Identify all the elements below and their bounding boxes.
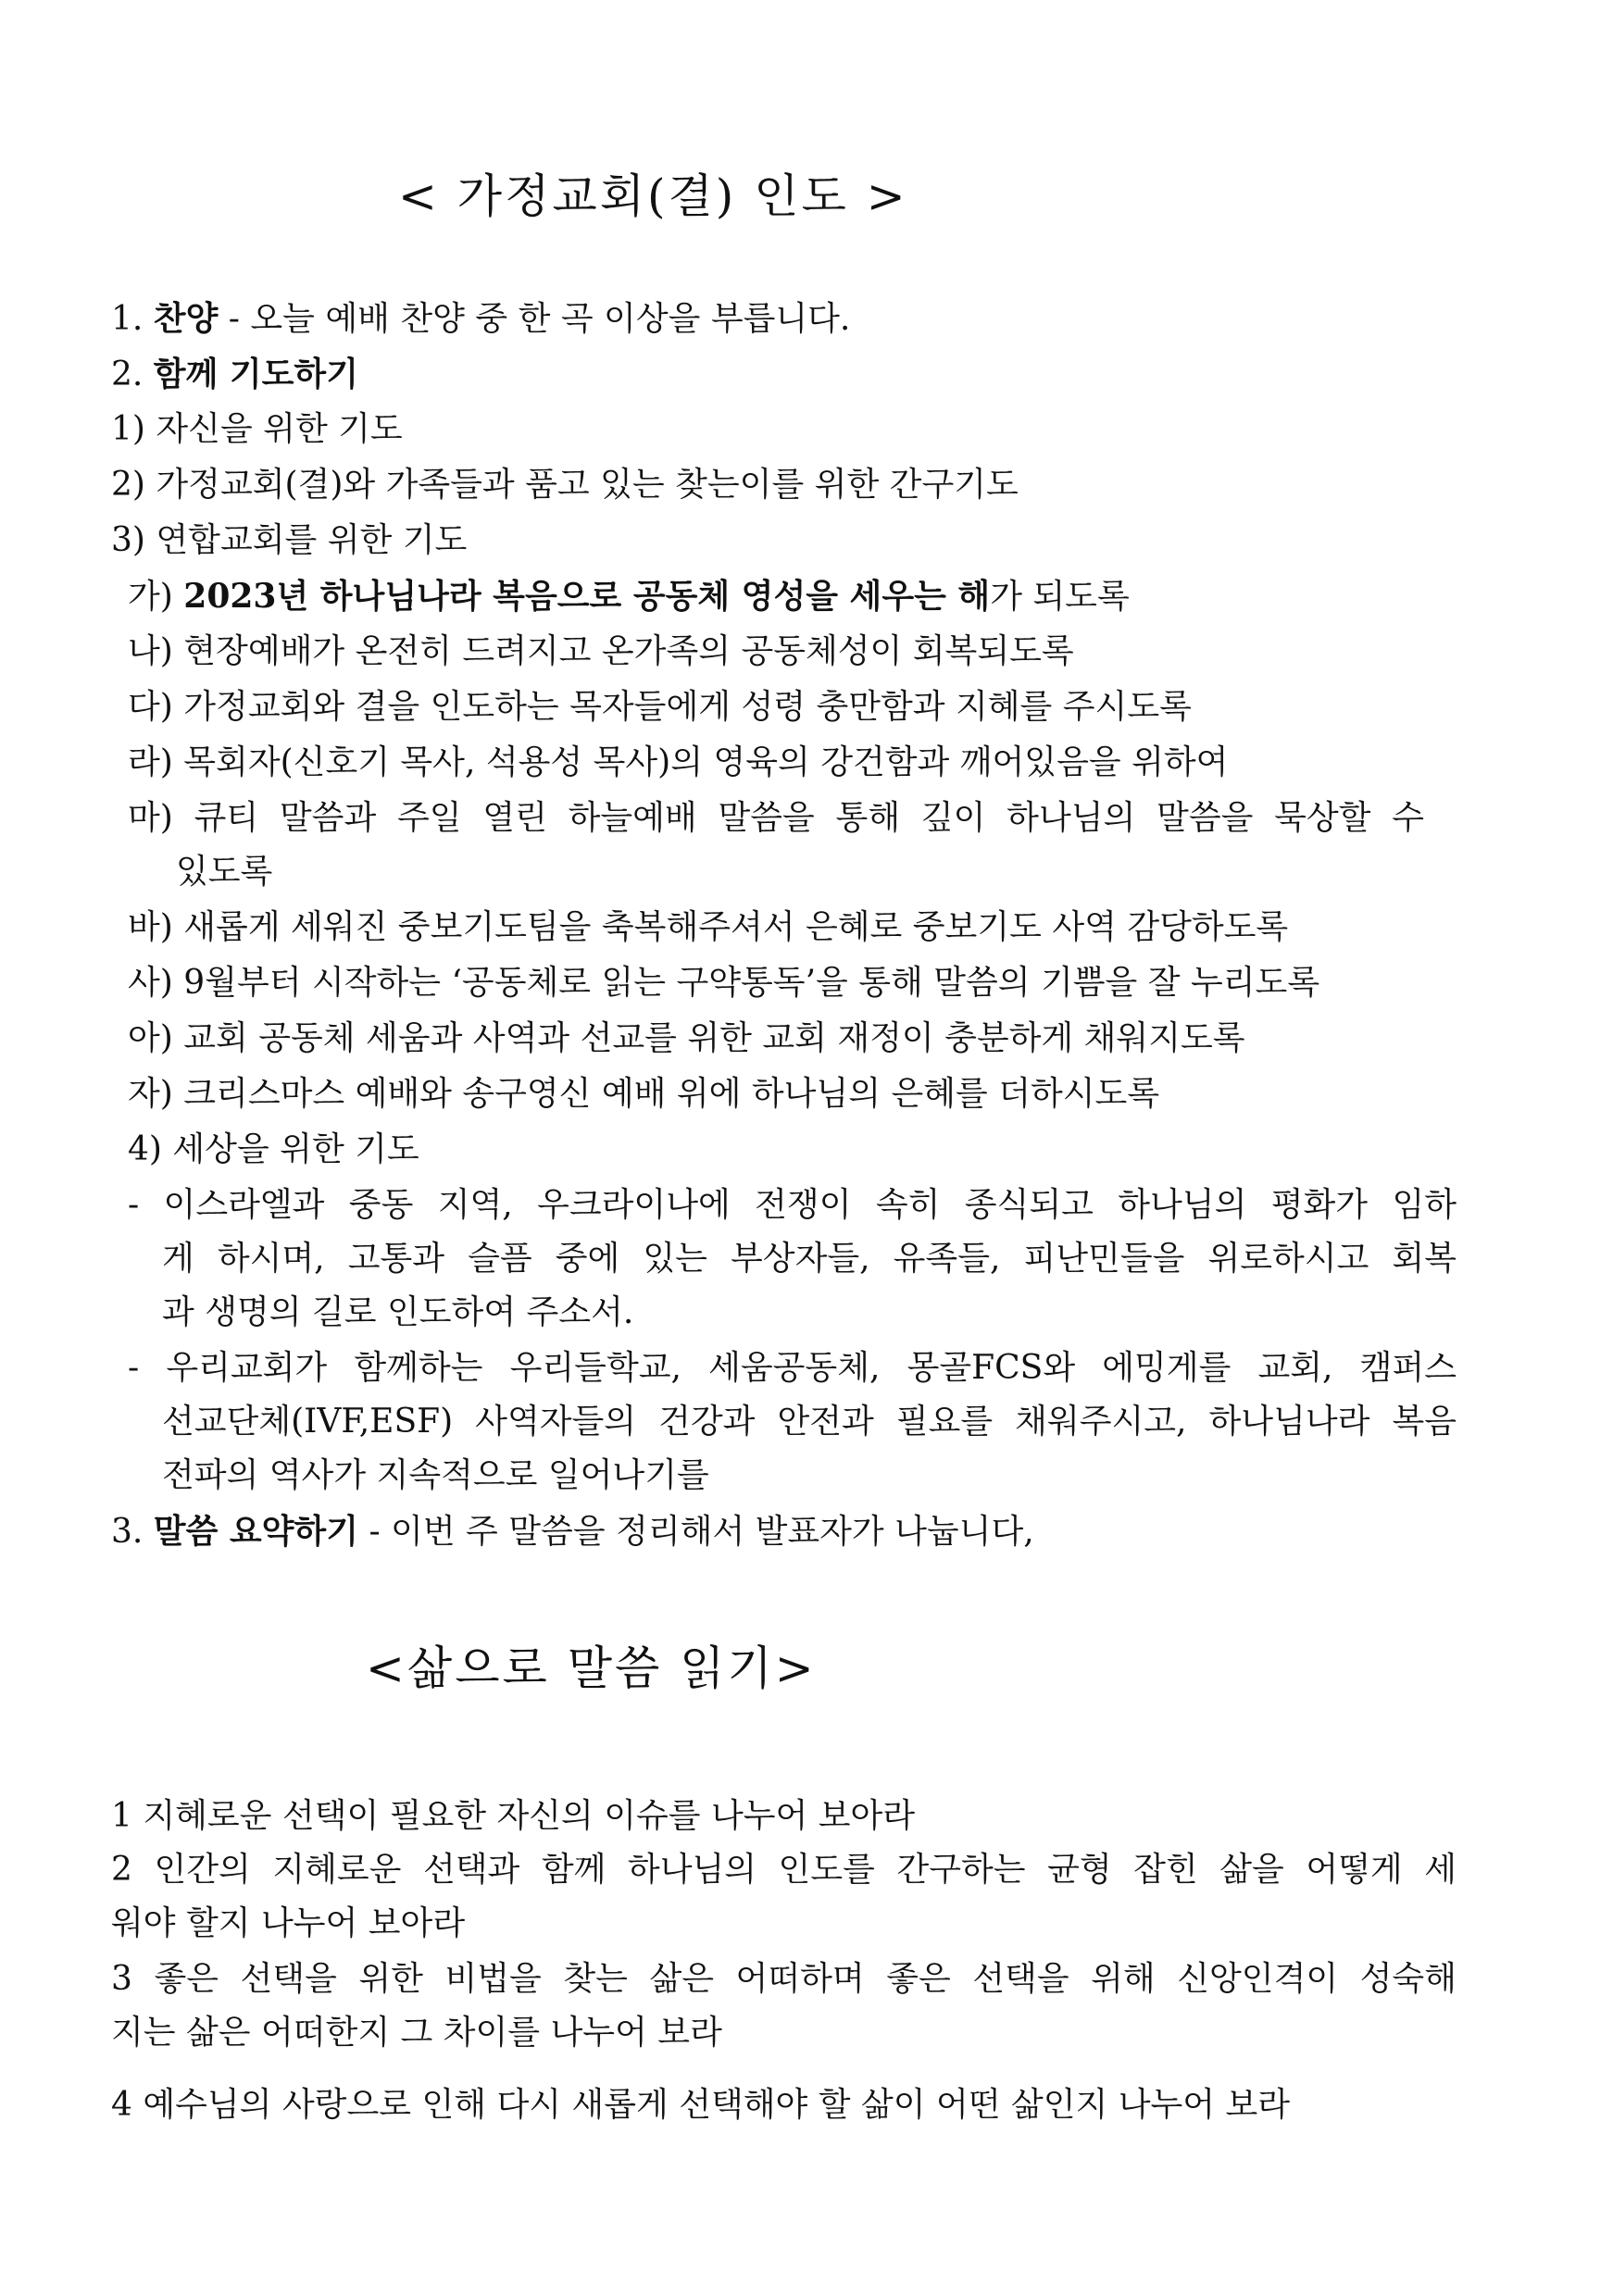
page-title: < 가정교회(결) 인도 > [398, 169, 908, 223]
church-prayer-ra: 라) 목회자(신호기 목사, 석용성 목사)의 영육의 강건함과 깨어있음을 위하여 [128, 743, 1229, 781]
mission-prayer-line-3: 전파의 역사가 지속적으로 일어나기를 [162, 1456, 709, 1494]
church-prayer-ga-marker: 가) [128, 578, 184, 616]
church-prayer-ma-cont: 있도록 [176, 853, 273, 891]
section-2-heading: 함께 기도하기 [153, 355, 358, 393]
section-1-text: - 오늘 예배 찬양 중 한 곡 이상을 부릅니다. [218, 300, 851, 338]
world-prayer-line-2: 게 하시며, 고통과 슬픔 중에 있는 부상자들, 유족들, 피난민들을 위로하시고 회복 [162, 1240, 1457, 1278]
world-prayer-line-1: - 이스라엘과 중동 지역, 우크라이나에 전쟁이 속히 종식되고 하나님의 평화가 임하 [128, 1186, 1457, 1224]
church-prayer-ja: 자) 크리스마스 예배와 송구영신 예배 위에 하나님의 은혜를 더하시도록 [128, 1075, 1160, 1113]
mission-prayer-line-2: 선교단체(IVF,ESF) 사역자들의 건강과 안전과 필요를 채워주시고, 하나님나라 복음 [162, 1403, 1457, 1441]
church-prayer-ga-tail: 가 되도록 [990, 578, 1130, 616]
church-prayer-ba: 바) 새롭게 세워진 중보기도팀을 축복해주셔서 은혜로 중보기도 사역 감당하도록 [128, 908, 1289, 946]
prayer-item-2: 2) 가정교회(결)와 가족들과 품고 있는 찾는이를 위한 간구기도 [111, 466, 1019, 504]
section-3-heading: 말씀 요약하기 [153, 1512, 358, 1551]
prayer-item-1: 1) 자신을 위한 기도 [111, 410, 403, 448]
question-2-line-1: 2 인간의 지혜로운 선택과 함께 하나님의 인도를 간구하는 균형 잡힌 삶을 어떻게 세 [111, 1851, 1457, 1889]
mission-prayer-line-1: - 우리교회가 함께하는 우리들학교, 세움공동체, 몽골FCS와 에밍게를 교회, 캠퍼스 [128, 1349, 1457, 1387]
question-3-line-1: 3 좋은 선택을 위한 비법을 찾는 삶은 어떠하며 좋은 선택을 위해 신앙인격이 성숙해 [111, 1960, 1457, 1998]
section-3-number: 3. [111, 1513, 154, 1551]
church-prayer-a: 아) 교회 공동체 세움과 사역과 선교를 위한 교회 재정이 충분하게 채워지도록 [128, 1019, 1245, 1057]
section-1-heading: 찬양 [153, 299, 219, 338]
church-prayer-da: 다) 가정교회와 결을 인도하는 목자들에게 성령 충만함과 지혜를 주시도록 [128, 688, 1192, 726]
prayer-item-3: 3) 연합교회를 위한 기도 [111, 521, 468, 559]
question-4: 4 예수님의 사랑으로 인해 다시 새롭게 선택해야 할 삶이 어떤 삶인지 나누어 보라 [111, 2086, 1291, 2124]
church-prayer-sa: 사) 9월부터 시작하는 ‘공동체로 읽는 구약통독’을 통해 말씀의 기쁨을 잘 누리도록 [128, 964, 1320, 1002]
section-2-number: 2. [111, 356, 154, 393]
church-prayer-na: 나) 현장예배가 온전히 드려지고 온가족의 공동체성이 회복되도록 [128, 632, 1074, 670]
question-2-line-2: 워야 할지 나누어 보아라 [111, 1904, 466, 1942]
question-3-line-2: 지는 삶은 어떠한지 그 차이를 나누어 보라 [111, 2014, 722, 2052]
section-title-life-reading: <삶으로 말씀 읽기> [366, 1641, 817, 1695]
world-prayer-line-3: 과 생명의 길로 인도하여 주소서. [162, 1293, 634, 1331]
church-prayer-ga-emphasis: 2023년 하나님나라 복음으로 공동체 영성을 세우는 해 [183, 577, 991, 616]
section-3-text: - 이번 주 말씀을 정리해서 발표자가 나눕니다, [358, 1513, 1034, 1551]
church-prayer-ma: 마) 큐티 말씀과 주일 열린 하늘예배 말씀을 통해 깊이 하나님의 말씀을 묵상할 수 [128, 799, 1424, 837]
section-1-number: 1. [111, 300, 154, 338]
prayer-item-4: 4) 세상을 위한 기도 [128, 1130, 419, 1168]
section-1-praise [111, 296, 850, 342]
church-prayer-ga [128, 574, 1130, 619]
section-2-prayer [111, 352, 358, 397]
question-1: 1 지혜로운 선택이 필요한 자신의 이슈를 나누어 보아라 [111, 1797, 916, 1835]
section-3-summary [111, 1509, 1034, 1554]
